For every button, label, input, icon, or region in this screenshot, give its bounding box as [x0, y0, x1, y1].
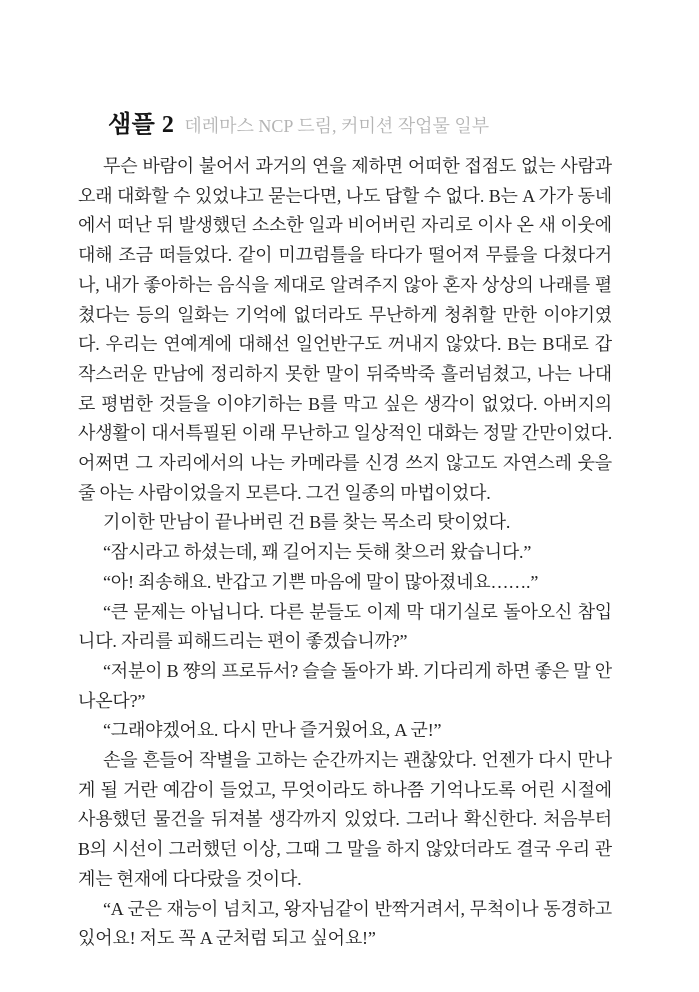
paragraph: 기이한 만남이 끝나버린 건 B를 찾는 목소리 탓이었다. [103, 512, 511, 533]
body-text [78, 152, 612, 954]
paragraph: “잠시라고 하셨는데, 꽤 길어지는 듯해 찾으러 왔습니다.” [103, 542, 532, 563]
section-heading [108, 104, 612, 139]
paragraph: “아! 죄송해요. 반갑고 기쁜 마음에 말이 많아졌네요…….” [103, 571, 539, 592]
paragraph: “큰 문제는 아닙니다. 다른 분들도 이제 막 대기실로 돌아오신 참입니다. 자리를 피해드리는 편이 좋겠습니까?” [78, 601, 612, 652]
paragraph: 무슨 바람이 불어서 과거의 연을 제하면 어떠한 접점도 없는 사람과 오래 대화할 수 있었냐고 묻는다면, 나도 답할 수 없다. B는 A 가가 동네에서 떠난 뒤 발생했던 소소한 일과 비어버린 자리로 이사 온 새 이웃에 대해 조금 떠들었다. 같이 미끄럼틀을 타다가 떨어져 무릎을 다쳤다거나, 내가 좋아하는 음식을 제대로 알려주지 않아 혼자 상상의 나래를 펼쳤다는 등의 일화는 기억에 없더라도 무난하게 청취할 만한 이야기였다. 우리는 연예계에 대해선 일언반구도 꺼내지 않았다. B는 B대로 갑작스러운 만남에 정리하지 못한 말이 뒤죽박죽 흘러넘쳤고, 나는 나대로 평범한 것들을 이야기하는 B를 막고 싶은 생각이 없었다. 아버지의 사생활이 대서특필된 이래 무난하고 일상적인 대화는 정말 간만이었다. 어쩌면 그 자리에서의 나는 카메라를 신경 쓰지 않고도 자연스레 웃을 줄 아는 사람이었을지 모른다. 그건 일종의 마법이었다. [78, 156, 612, 503]
sample-title: 샘플 2 [108, 112, 175, 138]
sample-subtitle: 데레마스 NCP 드림, 커미션 작업물 일부 [184, 116, 490, 136]
paragraph: 손을 흔들어 작별을 고하는 순간까지는 괜찮았다. 언젠가 다시 만나게 될 거란 예감이 들었고, 무엇이라도 하나쯤 기억나도록 어린 시절에 사용했던 물건을 뒤져볼 생각까지 있었다. 그러나 확신한다. 처음부터 B의 시선이 그러했던 이상, 그때 그 말을 하지 않았더라도 결국 우리 관계는 현재에 다다랐을 것이다. [78, 750, 612, 889]
paragraph: “그래야겠어요. 다시 만나 즐거웠어요, A 군!” [103, 720, 442, 741]
paragraph: “A 군은 재능이 넘치고, 왕자님같이 반짝거려서, 무척이나 동경하고 있어요! 저도 꼭 A 군처럼 되고 싶어요!” [78, 898, 612, 949]
paragraph: “저분이 B 쨩의 프로듀서? 슬슬 돌아가 봐. 기다리게 하면 좋은 말 안 나온다?” [78, 660, 612, 711]
